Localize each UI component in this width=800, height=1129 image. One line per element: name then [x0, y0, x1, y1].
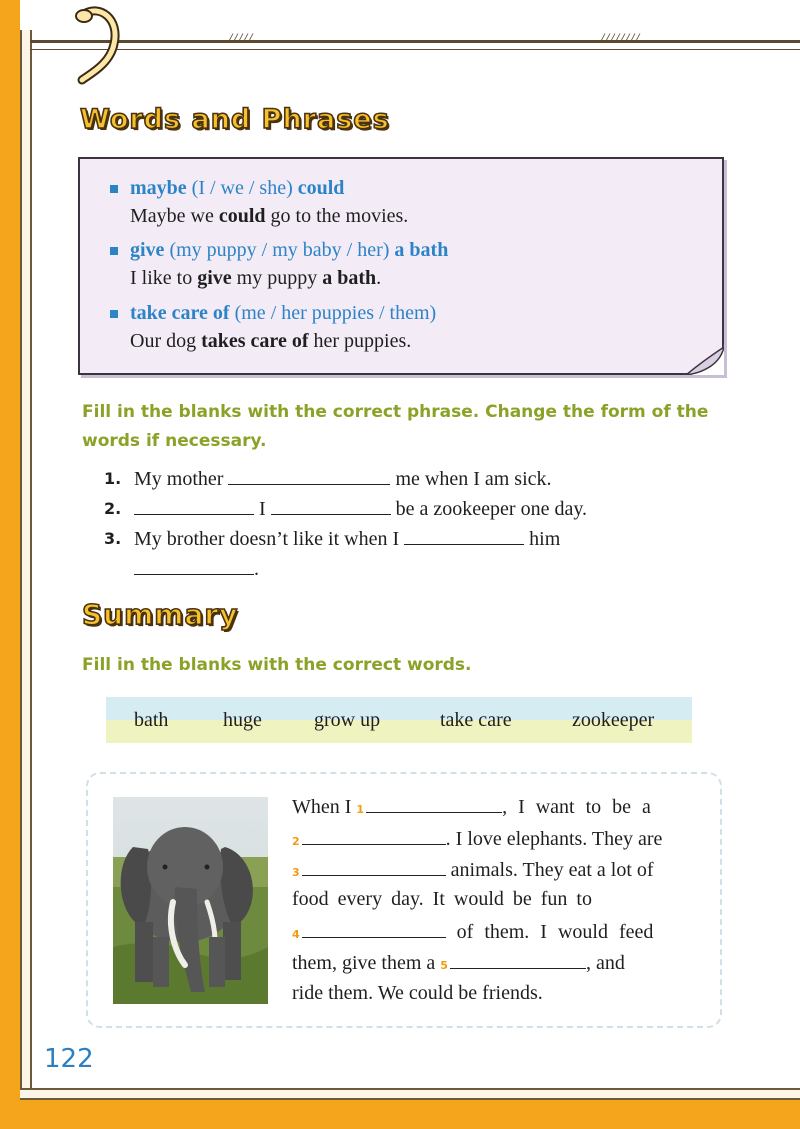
vocabulary-box	[78, 157, 724, 375]
bullet-icon	[110, 310, 118, 318]
elephant-photo	[113, 797, 268, 1004]
word-bank-item: huge	[223, 709, 262, 731]
exercise-number: 3.	[104, 529, 122, 548]
passage-line	[292, 857, 654, 882]
page-curl-icon	[684, 345, 724, 375]
vocab-keyword: give	[130, 239, 165, 261]
answer-blank[interactable]	[302, 857, 446, 876]
passage-text: , and	[585, 952, 625, 974]
exercise-text-part: be a zookeeper one day.	[390, 498, 588, 520]
example-text: my puppy	[231, 267, 323, 289]
passage-line: food every day. It would be fun to	[292, 888, 592, 910]
exercise-text	[134, 496, 587, 521]
page-frame-inner-left	[20, 30, 32, 1100]
passage-text: , I want to be a	[502, 796, 651, 818]
phrase-exercise-instruction: Fill in the blanks with the correct phrase. Change the form of the words if necessary.	[82, 402, 709, 451]
vocab-choices: (my puppy / my baby / her)	[164, 239, 395, 261]
page-frame-bottom	[0, 1100, 800, 1129]
word-bank-item: take care	[440, 709, 512, 731]
example-keyword: could	[218, 205, 266, 227]
exercise-number: 2.	[104, 499, 122, 518]
passage-line	[292, 919, 653, 944]
page-frame-left	[0, 0, 20, 1129]
exercise-text-part: me when I am sick.	[390, 468, 552, 490]
vocab-phrase	[130, 302, 436, 325]
vocab-example	[130, 205, 408, 228]
exercise-text-part: My brother doesn’t like it when I	[134, 528, 405, 550]
word-bank-item: zookeeper	[572, 709, 655, 731]
bullet-icon	[110, 247, 118, 255]
vocab-entry	[110, 302, 436, 353]
vocab-entry	[110, 177, 408, 228]
answer-blank[interactable]	[404, 526, 524, 545]
exercise-text-part: I	[254, 498, 271, 520]
word-bank	[106, 697, 692, 743]
bullet-icon	[110, 185, 118, 193]
vocab-choices: (I / we / she)	[186, 177, 298, 199]
example-text: Our dog	[130, 330, 202, 352]
answer-blank[interactable]	[228, 466, 390, 485]
vocab-choices: (me / her puppies / them)	[229, 302, 437, 324]
summary-instruction: Fill in the blanks with the correct words.	[82, 655, 472, 675]
passage-text: . I love elephants. They are	[445, 828, 663, 850]
answer-blank[interactable]	[134, 496, 254, 515]
vocab-keyword: take care of	[130, 302, 230, 324]
exercise-item	[104, 466, 704, 494]
passage-text: them, give them a	[292, 952, 441, 974]
passage-line	[292, 826, 662, 851]
passage-text: When I	[292, 796, 357, 818]
exercise-text-part: My mother	[134, 468, 229, 490]
example-text: her puppies.	[308, 330, 412, 352]
summary-heading: Summary	[82, 598, 239, 631]
words-and-phrases-heading: Words and Phrases	[80, 104, 390, 135]
page-number: 122	[44, 1044, 94, 1074]
word-bank-item: grow up	[314, 709, 381, 731]
vocab-example	[130, 330, 436, 353]
exercise-text-part: .	[254, 558, 259, 580]
exercise-item	[104, 526, 704, 586]
example-keyword: a bath	[322, 267, 377, 289]
answer-blank[interactable]	[302, 826, 446, 845]
passage-line	[292, 950, 625, 975]
top-hatch-mark: ////////	[600, 34, 641, 45]
passage-line	[292, 794, 651, 819]
answer-blank[interactable]	[134, 556, 254, 575]
blank-number: 1	[356, 803, 365, 816]
example-keyword: takes care of	[201, 330, 309, 352]
blank-number: 2	[292, 835, 300, 848]
vocab-keyword: could	[297, 177, 345, 199]
vocab-phrase	[130, 177, 408, 200]
answer-blank[interactable]	[450, 950, 586, 969]
page-frame-inner-bottom	[20, 1088, 800, 1100]
vocab-example	[130, 267, 448, 290]
answer-blank[interactable]	[271, 496, 391, 515]
top-hatch-mark: /////	[228, 34, 254, 45]
vocab-keyword: a bath	[394, 239, 449, 261]
blank-number: 5	[440, 959, 448, 972]
blank-number: 4	[292, 928, 300, 941]
example-text: go to the movies.	[265, 205, 409, 227]
vocab-entry	[110, 239, 448, 290]
passage-line: ride them. We could be friends.	[292, 982, 543, 1004]
page-clip-icon	[70, 4, 130, 89]
passage-text: of them. I would feed	[445, 921, 654, 943]
word-bank-item: bath	[134, 709, 169, 731]
vocab-phrase	[130, 239, 448, 262]
exercise-number: 1.	[104, 469, 122, 488]
example-text: I like to	[130, 267, 198, 289]
vocab-keyword: maybe	[130, 177, 187, 199]
blank-number: 3	[292, 866, 300, 879]
exercise-item	[104, 496, 704, 524]
exercise-text	[134, 526, 560, 551]
exercise-text	[134, 466, 552, 491]
top-rule	[30, 40, 800, 50]
example-text: Maybe we	[130, 205, 219, 227]
exercise-text-part: him	[524, 528, 561, 550]
answer-blank[interactable]	[366, 794, 502, 813]
example-text: .	[376, 267, 382, 289]
example-keyword: give	[197, 267, 232, 289]
answer-blank[interactable]	[302, 919, 446, 938]
passage-text: animals. They eat a lot of	[445, 859, 654, 881]
exercise-text	[134, 556, 259, 581]
